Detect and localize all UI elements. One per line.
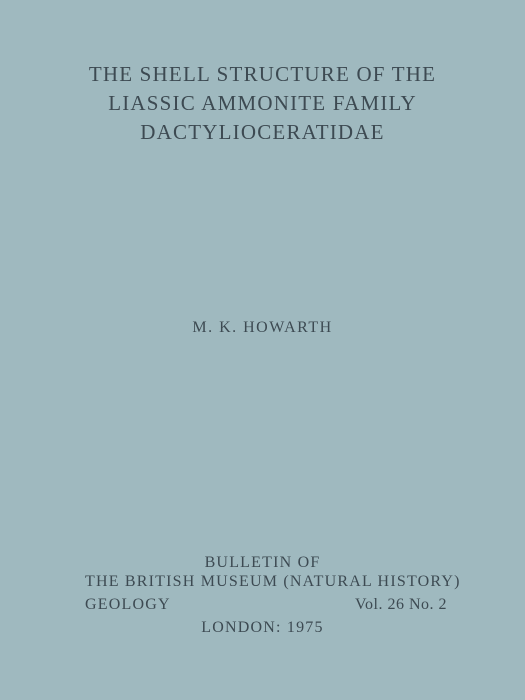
title-line-1: THE SHELL STRUCTURE OF THE — [88, 62, 437, 86]
volume-number: Vol. 26 No. 2 — [355, 596, 447, 613]
title-line-2: LIASSIC AMMONITE FAMILY — [108, 91, 417, 115]
title-line-3: DACTYLIOCERATIDAE — [140, 120, 385, 144]
cover-title — [0, 60, 525, 147]
bulletin-label: BULLETIN OF — [204, 554, 321, 571]
series-name: THE BRITISH MUSEUM (NATURAL HISTORY) — [85, 573, 461, 590]
subject-label: GEOLOGY — [85, 596, 171, 613]
imprint: LONDON: 1975 — [201, 619, 324, 636]
author-name: M. K. HOWARTH — [192, 319, 333, 336]
